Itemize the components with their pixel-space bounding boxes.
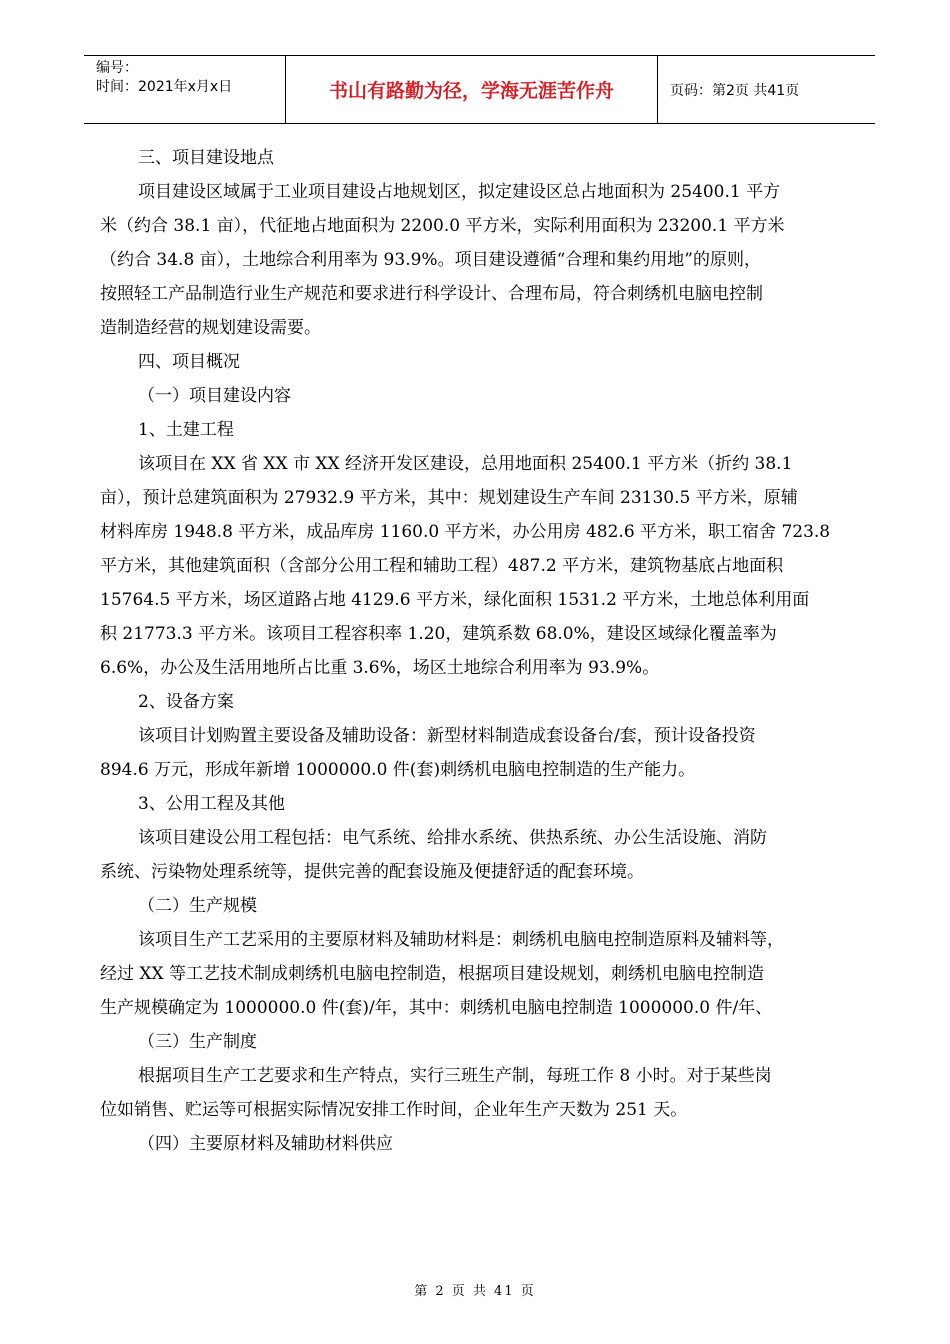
paragraph-line: 积 21773.3 平方米。该项目工程容积率 1.20，建筑系数 68.0%，建设区域绿化覆盖率为 (100, 624, 777, 644)
header-page-info: 页码：第2页 共41页 (670, 82, 800, 99)
subsection-heading: （四）主要原材料及辅助材料供应 (138, 1134, 393, 1154)
paragraph-line: 亩），预计总建筑面积为 27932.9 平方米，其中：规划建设生产车间 23130.5 平方米，原辅 (100, 488, 798, 508)
paragraph-line: 该项目计划购置主要设备及辅助设备：新型材料制造成套设备台/套，预计设备投资 (138, 726, 756, 746)
page-footer: 第 2 页 共 41 页 (414, 1284, 536, 1299)
header-meta (84, 56, 285, 123)
paragraph-line: 按照轻工产品制造行业生产规范和要求进行科学设计、合理布局，符合刺绣机电脑电控制 (100, 284, 763, 304)
subsection-heading: （一）项目建设内容 (138, 386, 291, 406)
document-number-label: 编号： (96, 60, 138, 76)
paragraph-line: 生产规模确定为 1000000.0 件(套)/年，其中：刺绣机电脑电控制造 1000000.0 件/年、 (100, 998, 773, 1018)
paragraph-line: 894.6 万元，形成年新增 1000000.0 件(套)刺绣机电脑电控制造的生产能力。 (100, 760, 696, 780)
item-heading: 1、土建工程 (138, 420, 234, 440)
item-heading: 3、公用工程及其他 (138, 794, 285, 814)
paragraph-line: 位如销售、贮运等可根据实际情况安排工作时间，企业年生产天数为 251 天。 (100, 1100, 688, 1120)
paragraph-line: 该项目建设公用工程包括：电气系统、给排水系统、供热系统、办公生活设施、消防 (138, 828, 767, 848)
header-motto: 书山有路勤为径，学海无涯苦作舟 (285, 56, 658, 123)
paragraph-line: 该项目生产工艺采用的主要原材料及辅助材料是：刺绣机电脑电控制造原料及辅料等， (138, 930, 784, 950)
paragraph-line: 该项目在 XX 省 XX 市 XX 经济开发区建设，总用地面积 25400.1 平方米（折约 38.1 (138, 454, 793, 474)
document-date: 时间：2021年x月x日 (96, 79, 233, 95)
paragraph-line: 材料库房 1948.8 平方米，成品库房 1160.0 平方米，办公用房 482.6 平方米，职工宿舍 723.8 (100, 522, 831, 542)
paragraph-line: 根据项目生产工艺要求和生产特点，实行三班生产制，每班工作 8 小时。对于某些岗 (138, 1066, 772, 1086)
subsection-heading: （二）生产规模 (138, 896, 257, 916)
paragraph-line: 15764.5 平方米，场区道路占地 4129.6 平方米，绿化面积 1531.2 平方米，土地总体利用面 (100, 590, 810, 610)
paragraph-line: 平方米，其他建筑面积（含部分公用工程和辅助工程）487.2 平方米，建筑物基底占地面积 (100, 556, 784, 576)
paragraph-line: 系统、污染物处理系统等，提供完善的配套设施及便捷舒适的配套环境。 (100, 862, 644, 882)
paragraph-line: 造制造经营的规划建设需要。 (100, 318, 321, 338)
section-heading: 四、项目概况 (138, 352, 240, 372)
section-heading: 三、项目建设地点 (138, 148, 274, 168)
paragraph-line: 项目建设区域属于工业项目建设占地规划区，拟定建设区总占地面积为 25400.1 平方 (138, 182, 781, 202)
paragraph-line: 经过 XX 等工艺技术制成刺绣机电脑电控制造，根据项目建设规划，刺绣机电脑电控制造 (100, 964, 765, 984)
document-body (100, 141, 862, 1161)
page-header (84, 55, 875, 124)
item-heading: 2、设备方案 (138, 692, 234, 712)
paragraph-line: 6.6%，办公及生活用地所占比重 3.6%，场区土地综合利用率为 93.9%。 (100, 658, 660, 678)
subsection-heading: （三）生产制度 (138, 1032, 257, 1052)
paragraph-line: （约合 34.8 亩），土地综合利用率为 93.9%。项目建设遵循“合理和集约用地”的原则， (100, 250, 761, 270)
paragraph-line: 米（约合 38.1 亩），代征地占地面积为 2200.0 平方米，实际利用面积为 23200.1 平方米 (100, 216, 785, 236)
